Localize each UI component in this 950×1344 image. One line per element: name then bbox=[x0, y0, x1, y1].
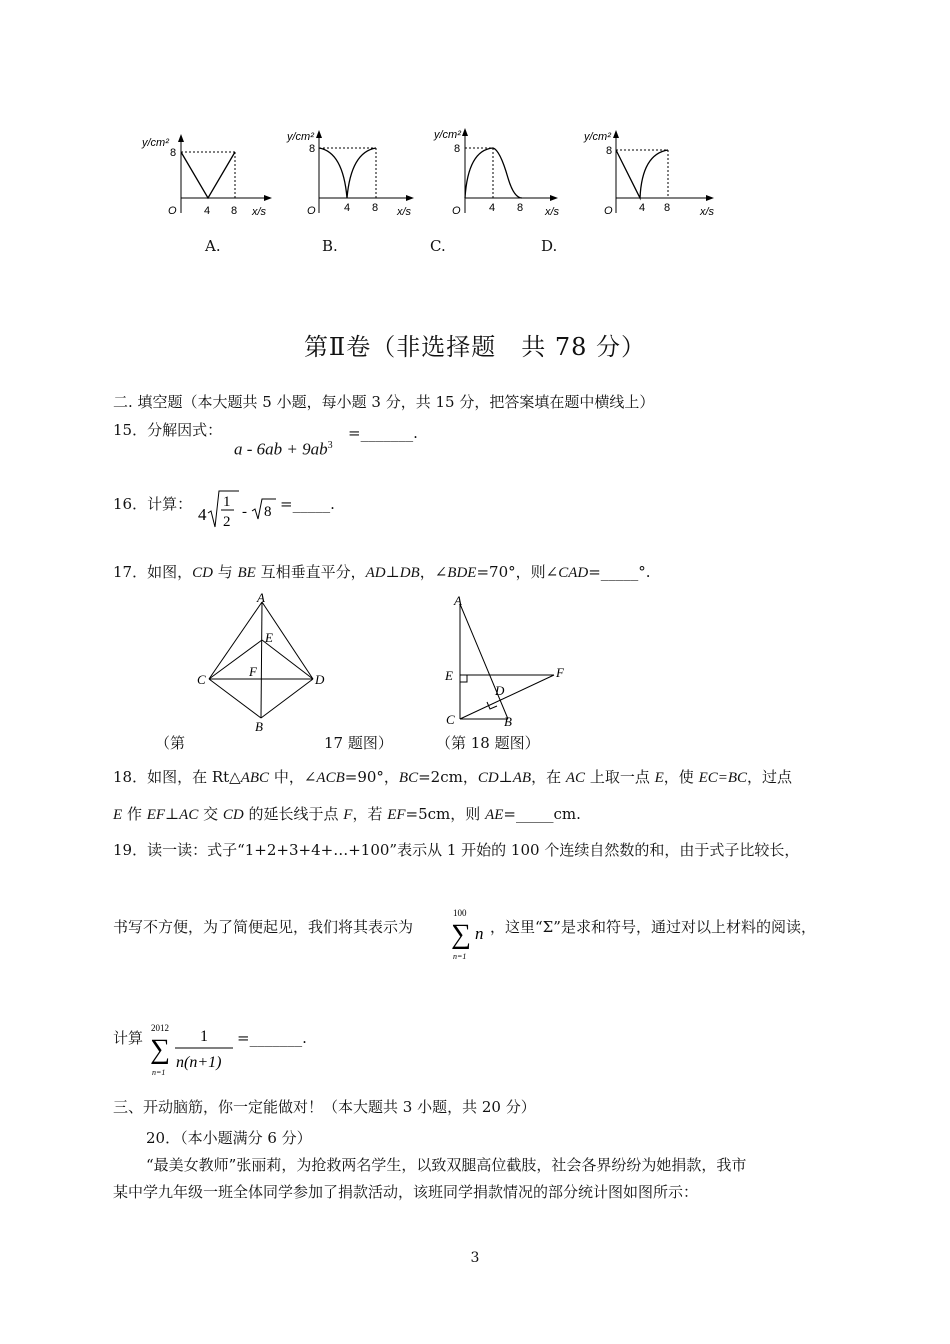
q19-line3-a: 计算 bbox=[113, 1029, 144, 1047]
option-d-label: D. bbox=[541, 237, 558, 255]
svg-text:4: 4 bbox=[639, 202, 646, 214]
graph-a-ylabel: y/cm² bbox=[142, 137, 169, 149]
svg-text:y/cm²: y/cm² bbox=[287, 131, 314, 143]
svg-text:4: 4 bbox=[204, 205, 211, 217]
svg-text:A: A bbox=[257, 590, 265, 605]
q19-line3-b: =_______. bbox=[237, 1029, 307, 1047]
svg-text:1: 1 bbox=[200, 1028, 208, 1045]
svg-text:D: D bbox=[315, 672, 325, 687]
svg-text:F: F bbox=[249, 664, 257, 679]
fig17-caption-right: 17 题图） bbox=[324, 734, 393, 752]
q16-suffix: =_____. bbox=[280, 495, 335, 513]
svg-text:100: 100 bbox=[453, 908, 467, 918]
svg-text:y/cm²: y/cm² bbox=[434, 129, 461, 141]
svg-text:O: O bbox=[452, 205, 461, 217]
figure-17 bbox=[195, 590, 335, 735]
q15-expr: a - 6ab + 9ab bbox=[234, 439, 328, 459]
svg-text:8: 8 bbox=[309, 143, 316, 155]
svg-text:E: E bbox=[265, 630, 273, 645]
svg-text:A: A bbox=[454, 593, 462, 608]
q19-sum-fraction bbox=[148, 1020, 240, 1078]
q20-line2: 某中学九年级一班全体同学参加了捐款活动，该班同学捐款情况的部分统计图如图所示： bbox=[113, 1183, 699, 1201]
svg-text:x/s: x/s bbox=[252, 206, 267, 218]
page-number: 3 bbox=[470, 1250, 480, 1266]
svg-text:2012: 2012 bbox=[151, 1023, 169, 1033]
q19-line2-b: ，这里“Σ”是求和符号，通过对以上材料的阅读， bbox=[490, 918, 816, 936]
svg-text:x/s: x/s bbox=[397, 206, 412, 218]
svg-text:n=1: n=1 bbox=[152, 1068, 166, 1077]
svg-text:8: 8 bbox=[454, 143, 461, 155]
q19-line1: 19．读一读：式子“1+2+3+4+…+100”表示从 1 开始的 100 个连续自然数的和，由于式子比较长， bbox=[113, 841, 800, 859]
svg-text:C: C bbox=[446, 712, 455, 727]
q15-exponent: 3 bbox=[327, 440, 333, 451]
q15 bbox=[113, 420, 222, 440]
fig18-caption: （第 18 题图） bbox=[436, 734, 540, 752]
svg-text:D: D bbox=[495, 683, 505, 698]
svg-text:x/s: x/s bbox=[545, 206, 560, 218]
graph-b bbox=[285, 118, 420, 223]
svg-text:8: 8 bbox=[264, 504, 272, 520]
svg-text:-: - bbox=[242, 504, 247, 520]
svg-text:O: O bbox=[168, 205, 177, 217]
svg-text:F: F bbox=[556, 665, 564, 680]
part3-heading: 三、开动脑筋，你一定能做对！（本大题共 3 小题，共 20 分） bbox=[113, 1098, 536, 1116]
svg-text:1: 1 bbox=[223, 494, 231, 510]
svg-text:B: B bbox=[504, 714, 512, 729]
option-c-label: C. bbox=[430, 237, 446, 255]
svg-text:8: 8 bbox=[664, 202, 671, 214]
graph-a bbox=[140, 118, 275, 223]
svg-text:4: 4 bbox=[198, 505, 207, 524]
fig17-caption-left: （第 bbox=[155, 734, 186, 752]
q20-line1: “最美女教师”张丽莉，为抢救两名学生，以致双腿高位截肢，社会各界纷纷为她捐款，我市 bbox=[146, 1156, 747, 1174]
svg-text:E: E bbox=[445, 668, 453, 683]
section-title: 第Ⅱ卷（非选择题 共 78 分） bbox=[303, 333, 647, 361]
q15-prefix: 15．分解因式： bbox=[113, 421, 223, 439]
svg-text:2: 2 bbox=[223, 514, 231, 530]
q20-heading: 20．（本小题满分 6 分） bbox=[146, 1129, 312, 1147]
svg-text:B: B bbox=[255, 719, 263, 734]
figure-18 bbox=[438, 592, 578, 732]
svg-text:8: 8 bbox=[606, 145, 613, 157]
part2-heading: 二. 填空题（本大题共 5 小题，每小题 3 分，共 15 分，把答案填在题中横线上） bbox=[113, 393, 655, 411]
graph-c bbox=[430, 118, 570, 223]
svg-text:O: O bbox=[604, 205, 613, 217]
svg-text:x/s: x/s bbox=[700, 206, 715, 218]
q19-sum-notation bbox=[447, 905, 492, 963]
q18-line2: E 作 EF⊥AC 交 CD 的延长线于点 F，若 EF=5cm，则 AE=_____cm. bbox=[113, 805, 581, 823]
svg-text:8: 8 bbox=[517, 202, 524, 214]
q18-line1: 18．如图，在 Rt△ABC 中，∠ACB=90°，BC=2cm，CD⊥AB，在 AC 上取一点 E，使 EC=BC，过点 bbox=[113, 768, 793, 786]
svg-text:y/cm²: y/cm² bbox=[584, 131, 611, 143]
svg-text:8: 8 bbox=[231, 205, 238, 217]
q15-suffix: =_______. bbox=[348, 424, 418, 442]
option-graphs bbox=[140, 118, 740, 223]
q15-expression bbox=[234, 436, 333, 460]
svg-text:4: 4 bbox=[489, 202, 496, 214]
svg-text:O: O bbox=[307, 205, 316, 217]
q17: 17．如图，CD 与 BE 互相垂直平分，AD⊥DB，∠BDE=70°，则∠CAD=_____°. bbox=[113, 563, 651, 581]
q16-prefix: 16．计算： bbox=[113, 495, 193, 513]
svg-text:8: 8 bbox=[372, 202, 379, 214]
option-a-label: A. bbox=[205, 237, 221, 255]
svg-text:n=1: n=1 bbox=[453, 952, 467, 961]
q19-line2-a: 书写不方便，为了简便起见，我们将其表示为 bbox=[113, 918, 414, 936]
graph-d bbox=[580, 118, 725, 223]
option-b-label: B. bbox=[322, 237, 338, 255]
q16-expression bbox=[196, 485, 286, 535]
svg-text:n: n bbox=[475, 924, 484, 943]
svg-text:4: 4 bbox=[344, 202, 351, 214]
graph-a-ytick: 8 bbox=[170, 147, 177, 159]
sigma-symbol-2: ∑ bbox=[150, 1034, 170, 1065]
svg-text:n(n+1): n(n+1) bbox=[176, 1054, 222, 1071]
sigma-symbol: ∑ bbox=[451, 919, 471, 950]
svg-text:C: C bbox=[197, 672, 206, 687]
